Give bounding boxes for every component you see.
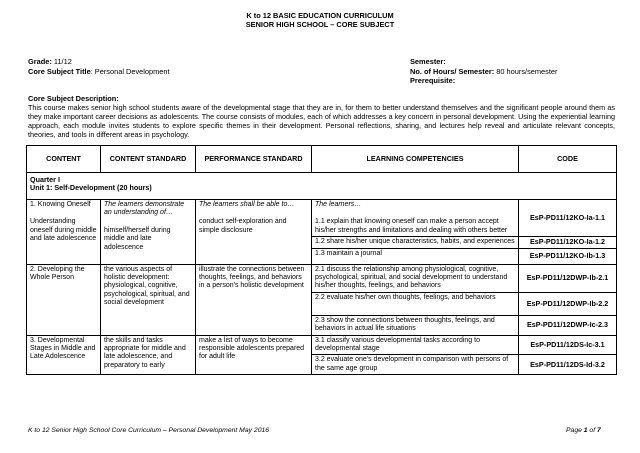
table-row (27, 200, 617, 237)
content-1-title: 1. Knowing Oneself (30, 201, 91, 208)
content-standard-1: himself/herself during middle and late adolescence (104, 226, 171, 251)
table-row (27, 335, 617, 355)
grade-label: Grade: (28, 57, 52, 66)
competency-3-2: 3.2 evaluate one's development in comparison with persons of the same age group (312, 355, 519, 375)
prerequisite-label: Prerequisite: (410, 76, 456, 85)
performance-standard-intro: The learners shall be able to… (199, 201, 295, 208)
header-performance-standard: PERFORMANCE STANDARD (196, 146, 312, 173)
header-content: CONTENT (27, 146, 101, 173)
grade-value: 11/12 (51, 57, 72, 66)
code-1-1: EsP-PD11/12KO-Ia-1.1 (519, 200, 617, 237)
competency-2-3: 2.3 show the connections between thoughts, feelings, and behaviors in actual life situations (312, 315, 519, 335)
content-2: 2. Developing the Whole Person (27, 264, 101, 335)
curriculum-table (26, 145, 617, 375)
competency-cell-1-1 (312, 200, 519, 237)
meta-right (410, 57, 557, 86)
code-3-1: EsP-PD11/12DS-Ic-3.1 (519, 335, 617, 355)
hours-line (410, 67, 557, 77)
code-1-3: EsP-PD11/12KO-Ib-1.3 (519, 248, 617, 264)
code-2-3: EsP-PD11/12DWP-Ic-2.3 (519, 315, 617, 335)
content-standard-cell-1 (101, 200, 196, 265)
hours-label: No. of Hours/ Semester: (410, 66, 495, 76)
competency-2-1: 2.1 discuss the relationship among physiological, cognitive, psychological, spiritual, and social development to understand his/her thoughts, feelings, and behaviors (312, 264, 519, 292)
footer-title: K to 12 Senior High School Core Curriculum – Personal Development May 2016 (28, 427, 270, 434)
subject-line (28, 67, 170, 77)
competency-1-2: 1.2 share his/her unique characteristics, habits, and experiences (312, 237, 519, 248)
content-standard-2: the various aspects of holistic development: physiological, cognitive, psychological, spiritual, and social development (101, 264, 196, 335)
performance-standard-cell-1 (196, 200, 312, 265)
quarter-label: Quarter I (30, 175, 60, 184)
page-number: 1 (583, 427, 588, 434)
competency-1-3: 1.3 maintain a journal (312, 248, 519, 264)
competency-3-1: 3.1 classify various developmental tasks according to developmental stage (312, 335, 519, 355)
competency-2-2: 2.2 evaluate his/her own thoughts, feelings, and behaviors (312, 292, 519, 315)
competency-1-1: 1.1 explain that knowing oneself can make a person accept his/her strengths and limitations and dealing with others better (315, 218, 508, 234)
content-standard-intro: The learners demonstrate an understanding of… (104, 201, 185, 217)
content-standard-3: the skills and tasks appropriate for middle and late adolescence, and preparatory to early (101, 335, 196, 375)
code-1-2: EsP-PD11/12KO-Ia-1.2 (519, 237, 617, 248)
performance-standard-3: make a list of ways to become responsible adolescents prepared for adult life (196, 335, 312, 375)
code-3-2: EsP-PD11/12DS-Id-3.2 (519, 355, 617, 375)
header-code: CODE (519, 146, 617, 173)
code-2-2: EsP-PD11/12DWP-Ib-2.2 (519, 292, 617, 315)
header-line-2: SENIOR HIGH SCHOOL – CORE SUBJECT (245, 20, 395, 29)
grade-line (28, 57, 170, 67)
table-header-row (27, 146, 617, 173)
page-total: 7 (597, 427, 601, 434)
page-mid: of (587, 427, 597, 434)
content-1-body: Understanding oneself during middle and late adolescence (30, 218, 97, 243)
performance-standard-2: illustrate the connections between thoughts, feelings, and behaviors in a person's holistic development (196, 264, 312, 335)
code-2-1: EsP-PD11/12DWP-Ib-2.1 (519, 264, 617, 292)
content-3: 3. Developmental Stages in Middle and Late Adolescence (27, 335, 101, 375)
subject-label: Core Subject Title (28, 66, 91, 76)
unit-label: Unit 1: Self-Development (20 hours) (30, 183, 152, 193)
semester-label: Semester: (410, 57, 446, 66)
description-title: Core Subject Description: (28, 94, 119, 103)
header-learning-competencies: LEARNING COMPETENCIES (312, 146, 519, 173)
subject-value: : Personal Development (90, 66, 170, 76)
description-text: This course makes senior high school students aware of the developmental stage that they are in, for them to better understand themselves and the significant people around them as they make important career decisions as adolescents. The course consists of modules, each of which addresses a key concern in personal development. Using the experiential learning approach, each module invites students to explore specific themes in their development. Personal reflections, sharing, and lectures help reveal and articulate relevant concepts, theories, and tools in different areas in psychology. (28, 103, 615, 140)
content-cell-1 (27, 200, 101, 265)
quarter-cell (27, 173, 617, 200)
header-line-1: K to 12 BASIC EDUCATION CURRICULUM (246, 11, 394, 20)
page-indicator (566, 427, 601, 434)
performance-standard-1: conduct self-exploration and simple disclosure (199, 218, 287, 234)
meta-left (28, 57, 170, 76)
page-prefix: Page (566, 427, 584, 434)
document-header (0, 11, 640, 29)
quarter-row (27, 173, 617, 200)
table-row (27, 264, 617, 292)
competency-intro: The learners… (315, 201, 362, 208)
hours-value: 80 hours/semester (494, 66, 558, 76)
header-content-standard: CONTENT STANDARD (101, 146, 196, 173)
